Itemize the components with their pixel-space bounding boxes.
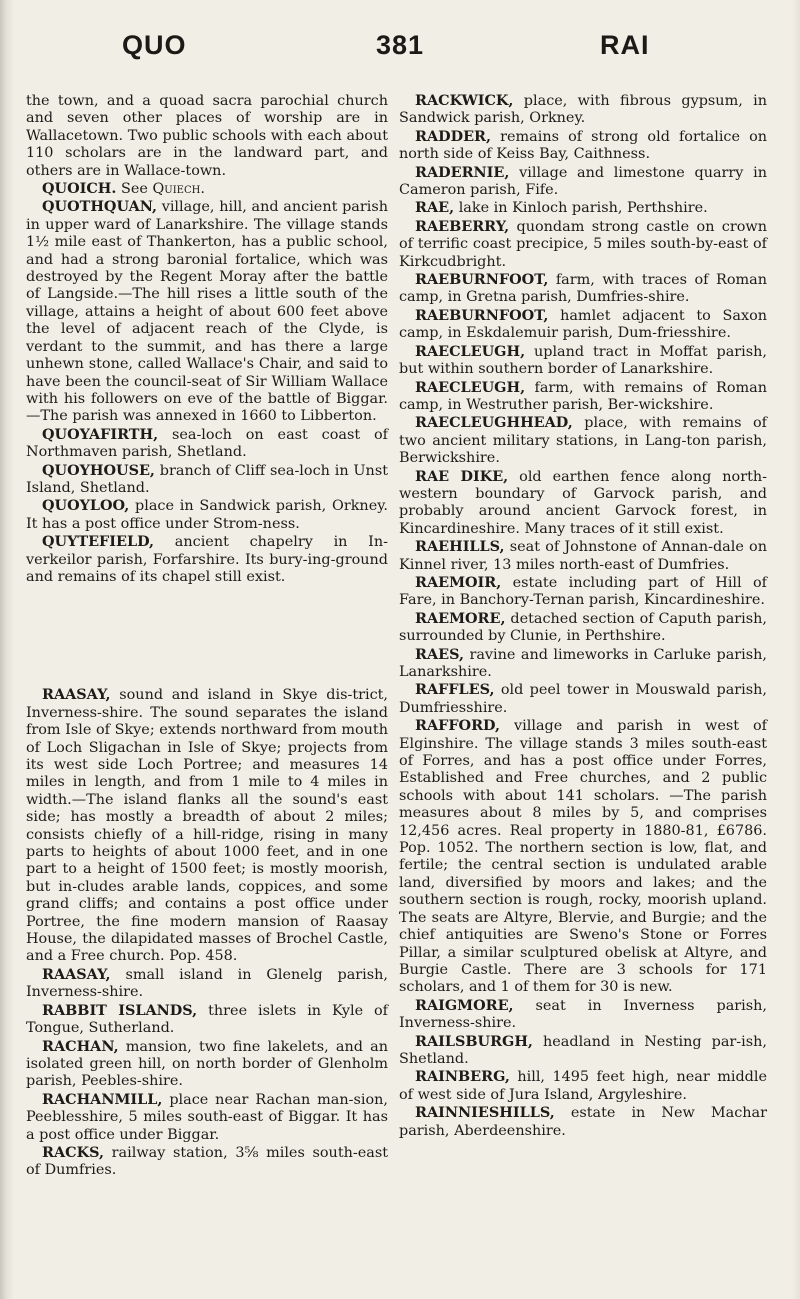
entry-body: old peel tower in Mouswald parish, Dumfriesshire. [399, 682, 767, 716]
gazetteer-entry [26, 462, 388, 498]
gazetteer-entry [399, 717, 767, 997]
gazetteer-entry [399, 92, 767, 128]
entry-headword: RAFFORD, [415, 717, 501, 735]
entry-headword: QUOYHOUSE, [42, 461, 155, 479]
entry-body: place, with remains of two ancient military stations, in Lang-ton parish, Berwickshire. [399, 415, 768, 467]
entry-headword: RACKWICK, [415, 92, 514, 109]
gazetteer-entry [26, 1144, 388, 1180]
gazetteer-entry [26, 426, 388, 462]
gazetteer-entry [399, 468, 767, 539]
entry-body: place near Rachan man-sion, Peeblesshire, 5 miles south-east of Biggar. It has a post office under Biggar. [26, 1091, 388, 1143]
entry-body: railway station, 3⅝ miles south-east of Dumfries. [26, 1144, 388, 1179]
entry-body: village and parish in west of Elginshire. The village stands 3 miles south-east of Forres, and has a post office under Forres, Established and Free churches, and 2 public schools with about 141 scholars. —The parish measures about 8 miles by 5, and comprises 12,456 acres. Real property in 1880-81, £6786. Pop. 1052. The northern section is low, flat, and fertile; the central section is undulated arable land, diversified by moors and lakes; and the southern section is rough, rocky, moorish upland. The seats are Altyre, Blervie, and Burgie; and the chief antiquities are Sweno's Stone or Forres Pillar, a similar sculptured obelisk at Altyre, and Burgie Castle. There are 3 schools for 171 scholars, and 1 of them for 30 is new. [399, 718, 767, 996]
entry-headword: RADDER, [415, 127, 492, 145]
entry-headword: RAEHILLS, [415, 538, 505, 556]
entry-body: upland tract in Moffat parish, but within southern border of Lanarkshire. [399, 343, 767, 378]
entry-headword: RACHAN, [42, 1037, 119, 1055]
running-head-left: QUO [122, 30, 187, 60]
gazetteer-entry [26, 533, 388, 586]
entry-body: farm, with traces of Roman camp, in Gretna parish, Dumfries-shire. [399, 272, 767, 306]
entry-headword: RAIGMORE, [415, 996, 514, 1014]
entry-headword: QUOTHQUAN, [42, 198, 157, 216]
entry-body: detached section of Caputh parish, surrounded by Clunie, in Perthshire. [399, 610, 767, 645]
entry-headword: RAFFLES, [415, 681, 495, 699]
page-edge [792, 0, 800, 1299]
entry-body: three islets in Kyle of Tongue, Sutherland. [26, 1002, 388, 1037]
gazetteer-entry [26, 966, 388, 1002]
entry-body: seat of Johnstone of Annan-dale on Kinnel river, 13 miles north-east of Dumfries. [399, 539, 767, 573]
entry-body: quondam strong castle on crown of terrific coast precipice, 5 miles south-by-east of Kirkcudbright. [399, 218, 767, 270]
entry-body: place, with fibrous gypsum, in Sandwick parish, Orkney. [399, 93, 768, 127]
entry-headword: RAES, [415, 645, 464, 663]
entry-headword: RAEMOIR, [415, 573, 502, 591]
entry-headword: RABBIT ISLANDS, [42, 1001, 198, 1019]
entry-headword: RAASAY, [42, 965, 111, 983]
entry-body: hill, 1495 feet high, near middle of west side of Jura Island, Argyleshire. [399, 1069, 768, 1103]
gazetteer-entry [399, 414, 767, 467]
gazetteer-entry [399, 574, 767, 610]
entry-headword: RAEBURNFOOT, [415, 271, 549, 289]
entry-body: hamlet adjacent to Saxon camp, in Eskdalemuir parish, Dum-friesshire. [399, 307, 767, 342]
gazetteer-entry [399, 271, 767, 307]
gazetteer-entry [399, 997, 767, 1033]
entry-headword: RAECLEUGH, [415, 342, 526, 360]
entry-headword: RAE DIKE, [415, 467, 509, 485]
entry-headword: RAECLEUGH, [415, 378, 526, 396]
entry-body: ancient chapelry in In-verkeilor parish, Forfarshire. Its bury-ing-ground and remains of its chapel still exist. [26, 534, 388, 585]
entry-body: village and limestone quarry in Cameron parish, Fife. [399, 164, 768, 199]
entry-headword: RADERNIE, [415, 163, 510, 181]
right-column [399, 92, 767, 1140]
entry-body: lake in Kinloch parish, Perthshire. [458, 200, 708, 217]
entry-body: mansion, two fine lakelets, and an isolated green hill, on north border of Glenholm parish, Peebles-shire. [26, 1038, 388, 1090]
gazetteer-entry [399, 610, 767, 646]
entry-headword: RAINNIESHILLS, [415, 1104, 555, 1122]
entry-body: remains of strong old fortalice on north side of Keiss Bay, Caithness. [399, 128, 768, 163]
gazetteer-entry [26, 1038, 388, 1091]
entry-headword: RACHANMILL, [42, 1090, 163, 1108]
entry-body: place in Sandwick parish, Orkney. It has a post office under Strom-ness. [26, 498, 388, 532]
gazetteer-entry [399, 199, 767, 217]
gazetteer-entry [399, 646, 767, 682]
entry-headword: QUYTEFIELD, [42, 533, 155, 551]
gazetteer-entry [399, 343, 767, 379]
entry-headword: RAASAY, [42, 686, 111, 704]
gazetteer-entry [26, 180, 388, 198]
gazetteer-entry [26, 1091, 388, 1144]
continued-entry [26, 93, 388, 180]
entry-body: See [121, 181, 153, 198]
gazetteer-entry [26, 686, 388, 966]
gazetteer-entry [399, 164, 767, 200]
entry-body: branch of Cliff sea-loch in Unst Island, Shetland. [26, 462, 388, 496]
section-gap [26, 586, 388, 686]
entry-headword: RAEMORE, [415, 609, 506, 627]
entry-headword: QUOYLOO, [42, 497, 130, 515]
entry-punctuation: . [200, 181, 205, 198]
gazetteer-entry [399, 128, 767, 164]
gazetteer-entry [26, 497, 388, 533]
gazetteer-entry [26, 1002, 388, 1038]
gazetteer-entry [399, 379, 767, 415]
entry-headword: RAECLEUGHHEAD, [415, 414, 573, 432]
entry-body: sea-loch on east coast of Northmaven parish, Shetland. [26, 426, 388, 461]
gazetteer-entry [26, 198, 388, 425]
entry-headword: RAEBURNFOOT, [415, 306, 549, 324]
page-number: 381 [375, 30, 425, 60]
left-column [26, 93, 388, 1180]
gazetteer-entry [399, 218, 767, 271]
entry-body: estate in New Machar parish, Aberdeenshire. [399, 1105, 768, 1139]
entry-headword: QUOICH. [42, 180, 117, 198]
running-head [0, 30, 800, 70]
gazetteer-entry [399, 681, 767, 717]
entry-headword: RACKS, [42, 1143, 104, 1161]
entry-body: old earthen fence along north-western boundary of Garvock parish, and probably around ancient Garvock forest, in Kincardineshire. Many traces of it still exist. [399, 468, 768, 537]
gazetteer-entry [399, 307, 767, 343]
cross-reference: Quiech [152, 181, 201, 198]
gazetteer-entry [399, 1033, 767, 1069]
entry-body: sound and island in Skye dis-trict, Inverness-shire. The sound separates the island from Isle of Skye; extends northward from mouth of Loch Sligachan in Isle of Skye; projects from its west side Loch Portree; and measures 14 miles in length, and from 1 mile to 4 miles in width.—The island flanks all the sound's east side; has mostly a breadth of about 2 miles; consists chiefly of a hill-ridge, rising in many parts to heights of about 1000 feet, and in one part to a height of 1500 feet; is mostly moorish, but in-cludes arable lands, coppices, and some grand cliffs; and contains a post office under Portree, the fine modern mansion of Raasay House, the dilapidated masses of Brochel Castle, and a Free church. Pop. 458. [26, 687, 389, 965]
entry-body: seat in Inverness parish, Inverness-shire. [399, 997, 767, 1032]
gazetteer-entry [399, 1104, 767, 1140]
entry-body: ravine and limeworks in Carluke parish, Lanarkshire. [399, 646, 767, 680]
page-gutter-shadow [0, 0, 14, 1299]
gazetteer-entry [399, 1068, 767, 1104]
gazetteer-entry [399, 538, 767, 574]
entry-body: the town, and a quoad sacra parochial church and seven other places of worship are in Wallacetown. Two public schools with each about 110 scholars are in the landward part, and others are in Wallace-town. [26, 93, 388, 179]
entry-headword: RAILSBURGH, [415, 1032, 533, 1050]
entry-body: village, hill, and ancient parish in upper ward of Lanarkshire. The village stands 1½ mile east of Thankerton, has a public school, and had a strong baronial fortalice, which was destroyed by the Regent Moray after the battle of Langside.—The hill rises a little south of the village, attains a height of about 600 feet above the level of adjacent reach of the Clyde, is verdant to the summit, and has there a large unhewn stone, called Wallace's Chair, and said to have been the council-seat of Sir William Wallace with his followers on eve of the battle of Biggar.—The parish was annexed in 1660 to Libberton. [26, 199, 388, 425]
entry-headword: RAE, [415, 199, 455, 217]
entry-headword: QUOYAFIRTH, [42, 425, 159, 443]
running-head-right: RAI [600, 30, 650, 60]
entry-body: headland in Nesting par-ish, Shetland. [399, 1033, 767, 1067]
entry-headword: RAEBERRY, [415, 217, 510, 235]
entry-body: estate including part of Hill of Fare, in Banchory-Ternan parish, Kincardineshire. [399, 574, 768, 609]
entry-body: farm, with remains of Roman camp, in Westruther parish, Ber-wickshire. [399, 379, 767, 413]
entry-body: small island in Glenelg parish, Inverness-shire. [26, 966, 388, 1001]
entry-headword: RAINBERG, [415, 1068, 510, 1086]
